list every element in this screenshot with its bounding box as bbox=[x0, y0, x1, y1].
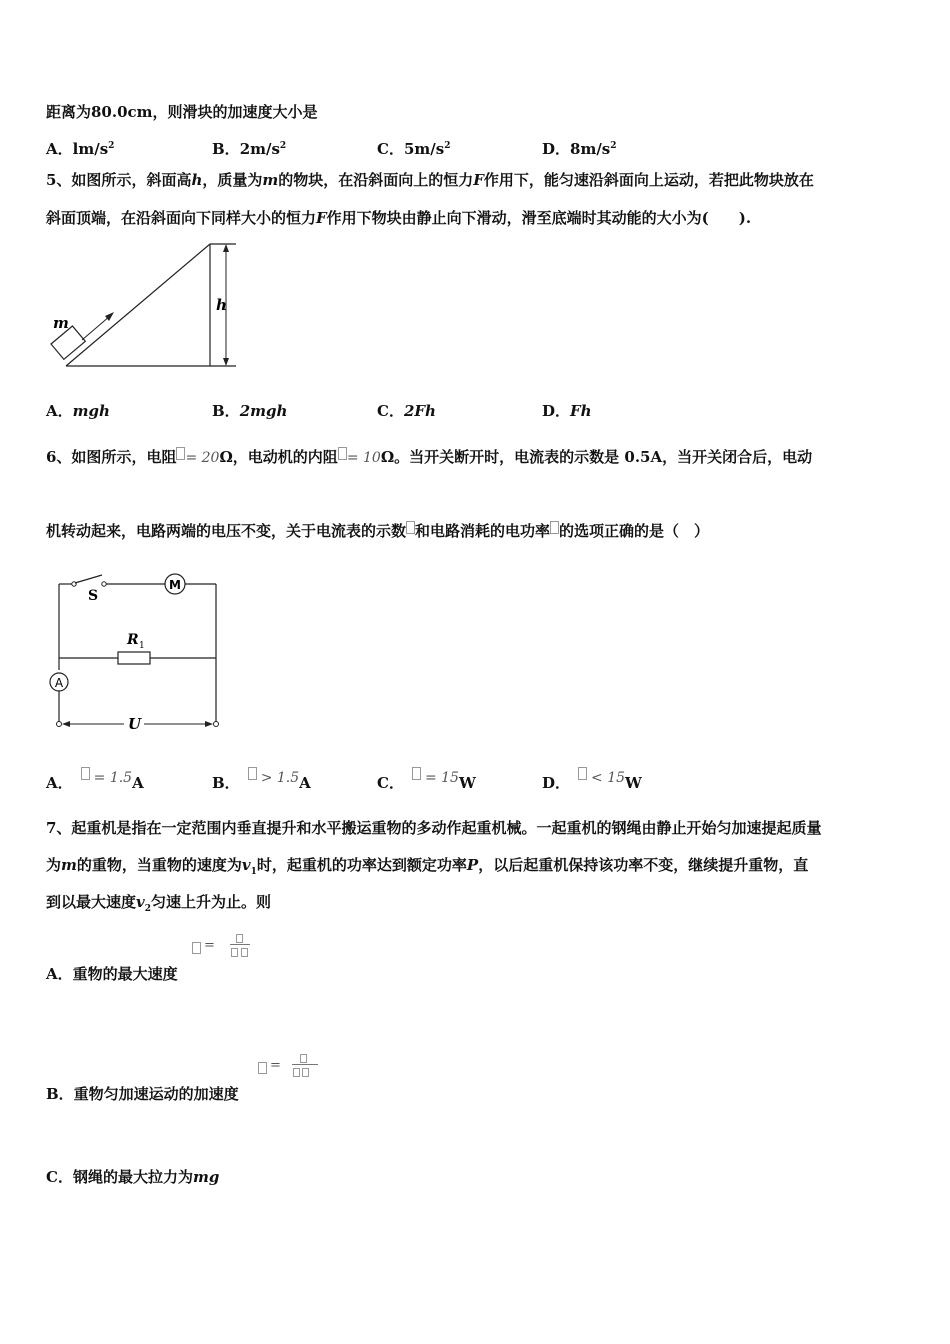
svg-text:1: 1 bbox=[139, 641, 145, 651]
q6-stem-line2: 机转动起来，电路两端的电压不变，关于电流表的示数 和电路消耗的电功率 的选项正确的是（ ） bbox=[46, 522, 710, 540]
q4-tail-text: 距离为80.0cm，则滑块的加速度大小是 bbox=[46, 103, 318, 121]
q6-stem-line1: 6、如图所示，电阻 = 20Ω，电动机的内阻 = 10Ω。当开关断开时，电流表的示数是 0.5A，当开关闭合后，电动 bbox=[46, 448, 813, 466]
incline-diagram bbox=[46, 236, 256, 376]
q6-option-b[interactable]: B． > 1.5A bbox=[212, 767, 311, 794]
current-symbol-placeholder bbox=[406, 521, 415, 534]
q7-option-a[interactable]: A．重物的最大速度 bbox=[46, 965, 178, 983]
resistor-symbol bbox=[118, 652, 150, 664]
voltage-label: U bbox=[128, 715, 142, 733]
q7-stem-line1: 7、起重机是指在一定范围内垂直提升和水平搬运重物的多动作起重机械。一起重机的钢绳由静止开始匀加速提起质量 bbox=[46, 819, 822, 837]
q7-stem-line3: 到以最大速度$v_2$匀速上升为止。则 bbox=[46, 893, 272, 914]
q4-option-c[interactable]: C．$5m/s^2$ bbox=[377, 140, 451, 158]
q5-stem-line1: 5、如图所示，斜面高h，质量为m的物块，在沿斜面向上的恒力F作用下，能匀速沿斜面向上运动，若把此物块放在 bbox=[46, 171, 814, 189]
q5-option-c[interactable]: C．2Fh bbox=[377, 402, 436, 420]
q5-option-a[interactable]: A．mgh bbox=[46, 402, 110, 420]
q6-option-d[interactable]: D． < 15W bbox=[542, 767, 642, 794]
q4-option-b[interactable]: B．$2m/s^2$ bbox=[212, 140, 287, 158]
q4-option-a[interactable]: A．$lm/s^2$ bbox=[46, 140, 115, 158]
svg-text:A: A bbox=[54, 676, 64, 690]
q5-option-b[interactable]: B．2mgh bbox=[212, 402, 288, 420]
svg-text:R: R bbox=[127, 632, 139, 648]
q7-option-c[interactable]: C．钢绳的最大拉力为mg bbox=[46, 1168, 220, 1186]
circuit-diagram bbox=[44, 570, 229, 740]
label-m: m bbox=[53, 314, 69, 332]
q7-stem-line2: 为m的重物，当重物的速度为$v_1$时，起重机的功率达到额定功率P，以后起重机保持该功率不变，继续提升重物，直 bbox=[46, 856, 809, 877]
label-h: h bbox=[216, 296, 227, 314]
formula-v2: = bbox=[192, 934, 262, 964]
r2-symbol-placeholder bbox=[338, 447, 347, 460]
q7-option-b[interactable]: B．重物匀加速运动的加速度 bbox=[46, 1085, 239, 1103]
power-symbol-placeholder bbox=[550, 521, 559, 534]
q5-stem-line2: 斜面顶端，在沿斜面向下同样大小的恒力F作用下物块由静止向下滑动，滑至底端时其动能的大小为( ). bbox=[46, 209, 752, 227]
q4-option-d[interactable]: D．$8m/s^2$ bbox=[542, 140, 617, 158]
q5-option-d[interactable]: D．Fh bbox=[542, 402, 592, 420]
switch-label: S bbox=[88, 588, 99, 604]
formula-a: = bbox=[258, 1054, 328, 1084]
q6-option-a[interactable]: A． = 1.5A bbox=[46, 767, 144, 794]
q6-option-c[interactable]: C． = 15W bbox=[377, 767, 476, 794]
svg-text:M: M bbox=[169, 578, 181, 592]
